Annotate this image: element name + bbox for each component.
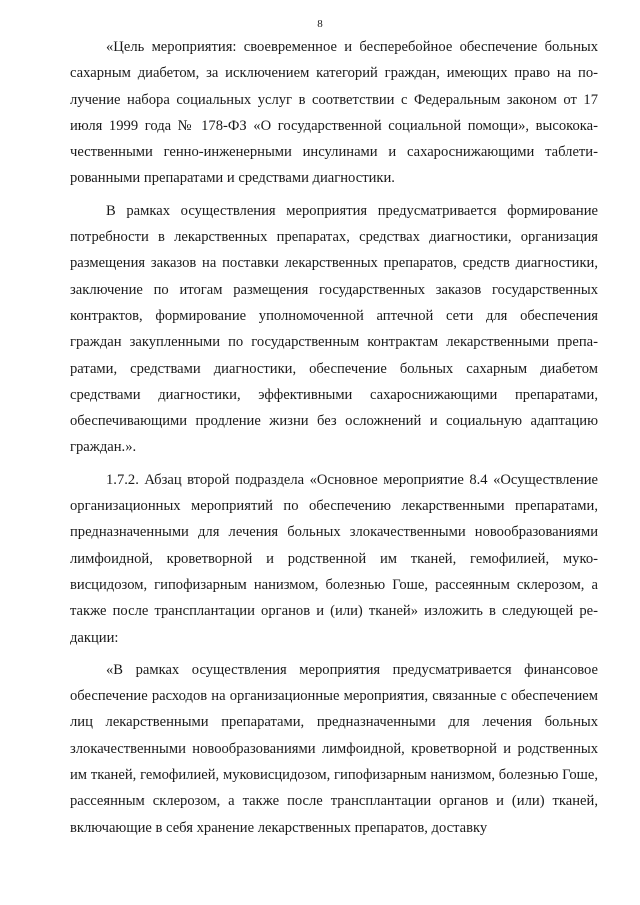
paragraph-new-wording: «В рамках осуществления мероприятия предусматривается финансовое обеспечение расходов на организационные мероприятия, связанные с обеспечением лиц лекарственными препаратами, предназначенными для лечения больных злокачественными новообразованиями лимфоидной, кроветворной и родственных им тканей, гемофилией, муковисцидозом, гипофизарным нанизмом, болезнью Гоше, рассеянным склерозом, а также после трансплантации органов и (или) тканей, включающие в себя хранение лекарственных препаратов, доставку (70, 661, 598, 836)
page-number: 8 (317, 18, 323, 30)
paragraph-goal: «Цель мероприятия: своевременное и бесперебойное обеспечение больных сахарным диабетом, за исключением категорий граждан, имеющих право на получение набора социальных услуг в соответствии с Федеральным законом от 17 июля 1999 года № 178-ФЗ «О государственной социальной помощи», высококачественными генно-инженерными инсулинами и сахароснижающими таблетированными препаратами и средствами диагностики. (70, 39, 598, 187)
document-body (70, 34, 598, 847)
paragraph-amendment-1-7-2: 1.7.2. Абзац второй подраздела «Основное мероприятие 8.4 «Осуществление организационных мероприятий по обеспечению лекарственными препаратами, предназначенными для лечения больных злокачественными новообразованиями лимфоидной, кроветворной и родственной им тканей, гемофилией, муковисцидозом, гипофизарным нанизмом, болезнью Гоше, рассеянным склерозом, а также после трансплантации органов и (или) тканей» изложить в следующей редакции: (70, 471, 598, 646)
paragraph-scope: В рамках осуществления мероприятия предусматривается формирование потребности в лекарственных препаратах, средствах диагностики, организация размещения заказов на поставки лекарственных препаратов, средств диагностики, заключение по итогам размещения государственных заказов государственных контрактов, формирование уполномоченной аптечной сети для обеспечения граждан закупленными по государственным контрактам лекарственными препаратами, средствами диагностики, обеспечение больных сахарным диабетом средствами диагностики, эффективными сахароснижающими препаратами, обеспечивающими продление жизни без осложнений и социальную адаптацию граждан.». (70, 202, 598, 456)
